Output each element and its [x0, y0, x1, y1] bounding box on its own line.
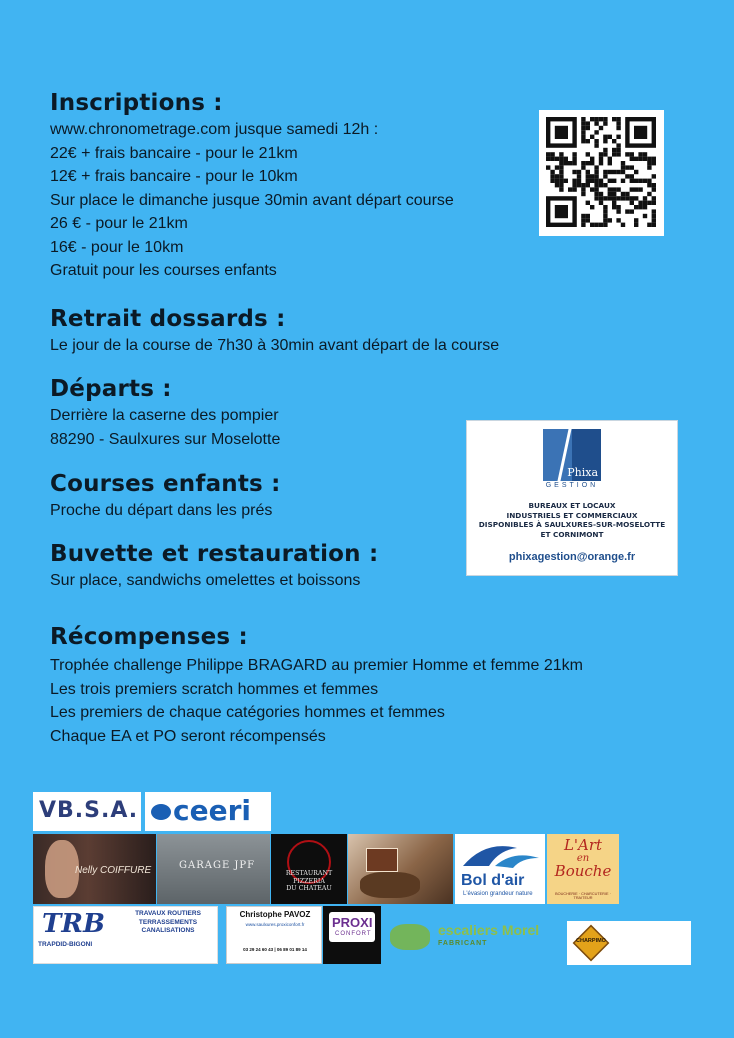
art-en-bouche-sub: BOUCHERIE · CHARCUTERIE · TRAITEUR [555, 892, 611, 900]
recompenses-line: Trophée challenge Philippe BRAGARD au premier Homme et femme 21km [50, 657, 583, 674]
ceeri-text: ceeri [173, 794, 251, 827]
pavoz-phone: 03 29 24 60 43 | 06 89 01 89 14 [243, 947, 307, 952]
pizzeria-line: RESTAURANT [285, 870, 333, 877]
art-en-bouche-logo[interactable] [547, 834, 619, 904]
inscriptions-line: 22€ + frais bancaire - pour le 21km [50, 144, 298, 162]
nelly-text: Nelly COIFFURE [75, 865, 152, 876]
retrait-section [50, 306, 499, 358]
inscriptions-heading: Inscriptions : [50, 90, 223, 116]
buvette-line: Sur place, sandwichs omelettes et boissons [50, 572, 361, 589]
phixa-gestion-ad[interactable] [466, 420, 678, 576]
recompenses-line: Les trois premiers scratch hommes et femmes [50, 680, 379, 698]
retrait-line: Le jour de la course de 7h30 à 30min avant départ de la course [50, 337, 500, 354]
phixa-email[interactable]: phixagestion@orange.fr [508, 551, 636, 563]
pavoz-name: Christophe PAVOZ [239, 910, 311, 919]
retrait-heading: Retrait dossards : [50, 306, 286, 332]
stair-swirl-icon [390, 924, 430, 950]
departs-line: Derrière la caserne des pompier [50, 407, 279, 424]
registration-qr-code[interactable] [539, 110, 664, 236]
ceeri-logo[interactable] [145, 792, 271, 831]
phixa-ad-line: DISPONIBLES À SAULXURES-SUR-MOSELOTTE [478, 520, 666, 529]
bol-d-air-sub: L'évasion grandeur nature [463, 891, 533, 897]
inscriptions-line: 26 € - pour le 21km [50, 215, 188, 232]
inscriptions-line: 12€ + frais bancaire - pour le 10km [50, 168, 298, 185]
proxi-text: PROXI [332, 915, 373, 930]
bread-icon [360, 872, 420, 898]
enfants-heading: Courses enfants : [50, 471, 281, 497]
buvette-heading: Buvette et restauration : [50, 541, 379, 567]
departs-section [50, 376, 280, 451]
charpimo-text: CHARPIMO [576, 938, 606, 944]
inscriptions-line: Gratuit pour les courses enfants [50, 262, 277, 279]
recompenses-heading: Récompenses : [50, 624, 248, 650]
bakery-logo[interactable] [348, 834, 453, 904]
morel-sub: FABRICANT [438, 940, 488, 947]
trb-logo[interactable] [33, 906, 218, 964]
phixa-sub: GESTION [545, 482, 599, 489]
inscriptions-line: 16€ - pour le 10km [50, 238, 184, 256]
buvette-section [50, 541, 378, 593]
qr-code-icon [539, 110, 664, 236]
trb-sub: TRAPDID-BIGONI [38, 941, 93, 948]
enfants-section [50, 471, 281, 523]
bol-d-air-text: Bol d'air [461, 872, 525, 889]
art-en-bouche-line: L'Art [563, 836, 603, 854]
phixa-logo-icon [543, 429, 601, 481]
phixa-ad-line: INDUSTRIELS ET COMMERCIAUX [506, 510, 638, 520]
bol-d-air-logo[interactable] [455, 834, 545, 904]
bakery-sign-icon [366, 848, 398, 872]
christophe-pavoz-card[interactable] [226, 906, 322, 964]
phixa-ad-line: BUREAUX ET LOCAUX [528, 501, 616, 510]
pizzeria-line: DU CHATEAU [286, 885, 332, 892]
morel-text: escaliers Morel [438, 922, 540, 938]
proxi-sub: CONFORT [335, 931, 372, 937]
departs-line: 88290 - Saulxures sur Moselotte [50, 430, 281, 448]
nelly-coiffure-logo[interactable] [33, 834, 156, 904]
garage-jpf-logo[interactable] [157, 834, 270, 904]
trb-line: CANALISATIONS [141, 927, 195, 934]
inscriptions-line: Sur place le dimanche jusque 30min avant départ course [50, 191, 454, 209]
phixa-ad-line: ET CORNIMONT [540, 529, 604, 539]
inscriptions-line: www.chronometrage.com jusque samedi 12h : [50, 121, 379, 138]
recompenses-line: Les premiers de chaque catégories hommes et femmes [50, 704, 445, 721]
charpimo-logo[interactable] [567, 921, 691, 965]
phixa-brand: Phixa [567, 466, 598, 479]
portrait-icon [45, 840, 79, 898]
pizzeria-line: PIZZERIA [293, 877, 325, 885]
art-en-bouche-line: Bouche [554, 862, 612, 880]
proxi-confort-logo[interactable] [323, 906, 381, 964]
recompenses-section [50, 624, 583, 748]
trb-line: TERRASSEMENTS [138, 918, 198, 926]
garage-text: GARAGE JPF [179, 860, 256, 871]
trb-text: TRB [42, 909, 105, 939]
vbsa-text: VB.S.A. [39, 798, 139, 823]
pizzeria-du-chateau-logo[interactable] [271, 834, 347, 904]
recompenses-line: Chaque EA et PO seront récompensés [50, 727, 326, 745]
art-en-bouche-line: en [576, 853, 590, 864]
trb-line: TRAVAUX ROUTIERS [135, 910, 201, 917]
pavoz-web: www.saulxures.proxiconfort.fr [245, 922, 305, 927]
departs-heading: Départs : [50, 376, 172, 402]
ceeri-drop-icon [151, 804, 171, 820]
escaliers-morel-logo[interactable] [388, 920, 556, 956]
bird-wave-icon [455, 836, 545, 876]
vbsa-logo[interactable] [33, 792, 141, 831]
inscriptions-section [50, 90, 454, 283]
enfants-line: Proche du départ dans les prés [50, 502, 273, 519]
